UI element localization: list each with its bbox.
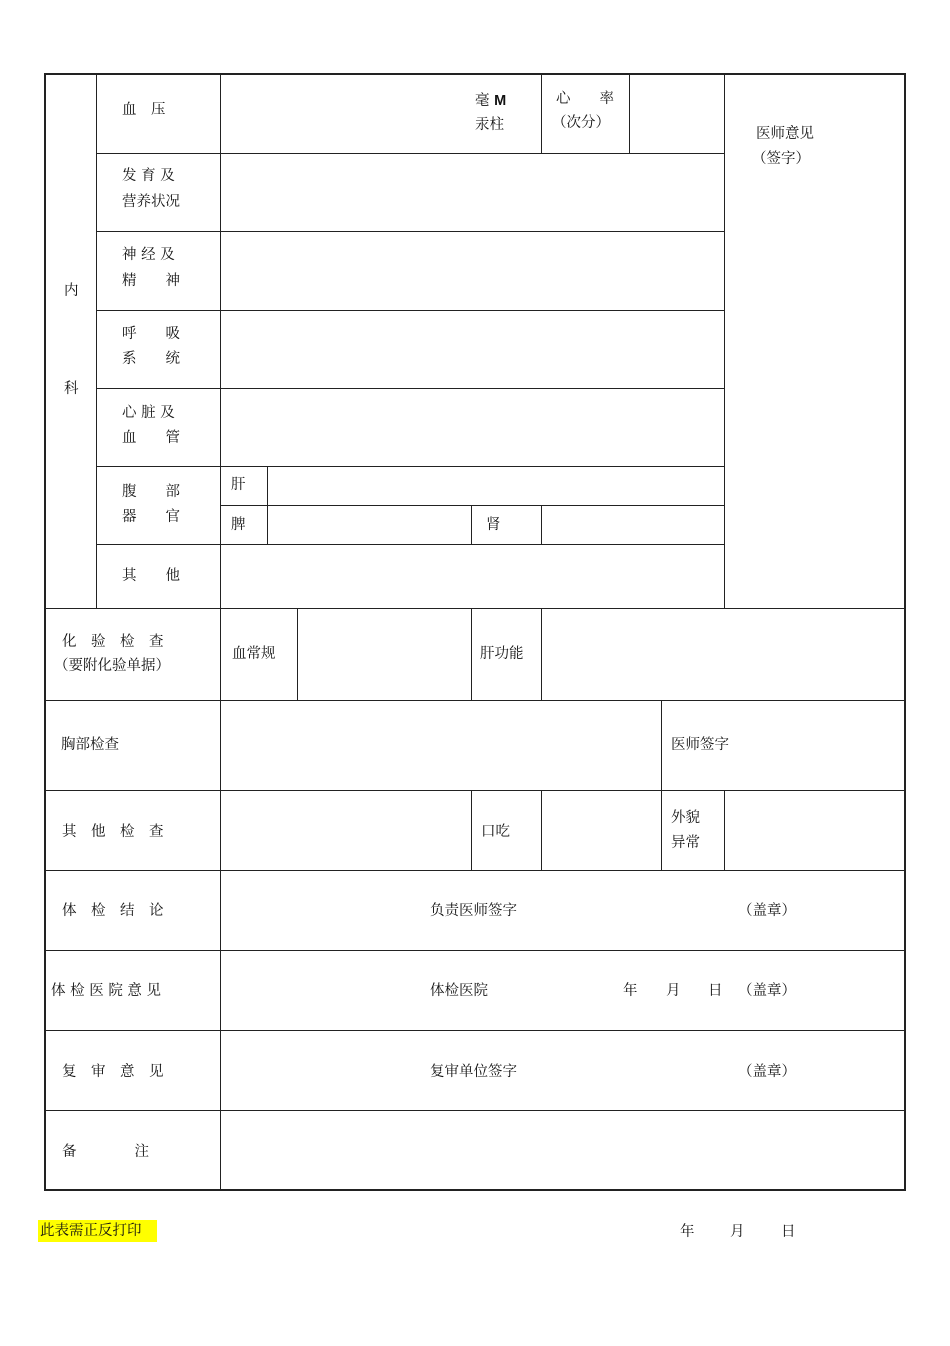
row-line bbox=[45, 1030, 905, 1031]
other-label: 其 他 bbox=[122, 568, 180, 584]
bp-unit-text: 毫 M bbox=[475, 93, 507, 109]
col-line bbox=[267, 466, 268, 544]
footer-year: 年 bbox=[680, 1224, 695, 1240]
review-label: 复 审 意 见 bbox=[62, 1064, 164, 1080]
blood-routine-label: 血常规 bbox=[232, 646, 276, 662]
lab-label: （要附化验单据） bbox=[54, 658, 170, 674]
heart-rate-label: （次分） bbox=[552, 115, 610, 131]
row-line bbox=[96, 153, 724, 154]
heart-label: 心 脏 及 bbox=[122, 405, 175, 421]
hospital-year: 年 bbox=[623, 983, 638, 999]
other-exam-label: 其 他 检 查 bbox=[62, 824, 164, 840]
internal-section-label: 科 bbox=[64, 381, 79, 397]
abdomen-label: 器 官 bbox=[122, 509, 180, 525]
respiratory-label: 系 统 bbox=[122, 351, 180, 367]
col-line bbox=[471, 505, 472, 544]
footer-month: 月 bbox=[730, 1224, 745, 1240]
col-line bbox=[220, 74, 221, 1190]
row-line bbox=[96, 231, 724, 232]
hospital-label: 体 检 医 院 意 见 bbox=[51, 983, 162, 999]
row-line bbox=[45, 608, 905, 609]
form-frame bbox=[44, 73, 906, 1191]
col-line bbox=[471, 791, 472, 870]
review-signature: 复审单位签字 bbox=[430, 1064, 517, 1080]
col-line bbox=[541, 791, 542, 870]
appearance-label: 外貌 bbox=[671, 810, 700, 826]
liver-function-label: 肝功能 bbox=[480, 646, 524, 662]
internal-section-label: 内 bbox=[64, 283, 79, 299]
print-note: 此表需正反打印 bbox=[40, 1223, 142, 1239]
hospital-day: 日 bbox=[708, 983, 723, 999]
row-line bbox=[96, 544, 724, 545]
hospital-name: 体检医院 bbox=[430, 983, 488, 999]
doctor-opinion-label: （签字） bbox=[752, 151, 810, 167]
chest-label: 胸部检查 bbox=[61, 737, 119, 753]
heart-label: 血 管 bbox=[122, 430, 180, 446]
row-line bbox=[45, 1110, 905, 1111]
col-line bbox=[724, 791, 725, 870]
conclusion-signature: 负责医师签字 bbox=[430, 903, 517, 919]
row-line bbox=[220, 505, 724, 506]
nerve-label: 神 经 及 bbox=[122, 247, 175, 263]
row-line bbox=[96, 388, 724, 389]
doctor-opinion-label: 医师意见 bbox=[756, 126, 814, 142]
col-line bbox=[629, 74, 630, 154]
nerve-label: 精 神 bbox=[122, 273, 180, 289]
blood-pressure-label: 血 压 bbox=[122, 102, 166, 118]
remarks-label: 备 注 bbox=[62, 1144, 149, 1160]
col-line bbox=[661, 701, 662, 870]
row-line bbox=[96, 466, 724, 467]
stutter-label: 口吃 bbox=[481, 824, 510, 840]
col-line bbox=[297, 609, 298, 700]
appearance-label: 异常 bbox=[671, 835, 700, 851]
footer-day: 日 bbox=[781, 1224, 796, 1240]
development-label: 发 育 及 bbox=[122, 168, 175, 184]
row-line bbox=[45, 870, 905, 871]
row-line bbox=[45, 790, 905, 791]
doctor-signature-label: 医师签字 bbox=[671, 737, 729, 753]
col-line bbox=[471, 609, 472, 700]
row-line bbox=[45, 950, 905, 951]
hospital-seal: （盖章） bbox=[738, 983, 796, 999]
liver-label: 肝 bbox=[231, 477, 246, 493]
hospital-month: 月 bbox=[666, 983, 681, 999]
col-line bbox=[541, 74, 542, 154]
row-line bbox=[45, 700, 905, 701]
conclusion-seal: （盖章） bbox=[738, 903, 796, 919]
respiratory-label: 呼 吸 bbox=[122, 326, 180, 342]
bp-unit-text: 汞柱 bbox=[475, 117, 504, 133]
col-line bbox=[724, 74, 725, 609]
heart-rate-label: 心 率 bbox=[556, 91, 614, 107]
lab-label: 化 验 检 查 bbox=[62, 634, 164, 650]
col-line bbox=[96, 74, 97, 609]
row-line bbox=[96, 310, 724, 311]
spleen-label: 脾 bbox=[231, 517, 246, 533]
abdomen-label: 腹 部 bbox=[122, 484, 180, 500]
development-label: 营养状况 bbox=[122, 194, 180, 210]
kidney-label: 肾 bbox=[486, 517, 501, 533]
review-seal: （盖章） bbox=[738, 1064, 796, 1080]
col-line bbox=[541, 505, 542, 544]
conclusion-label: 体 检 结 论 bbox=[62, 903, 164, 919]
col-line bbox=[541, 609, 542, 700]
